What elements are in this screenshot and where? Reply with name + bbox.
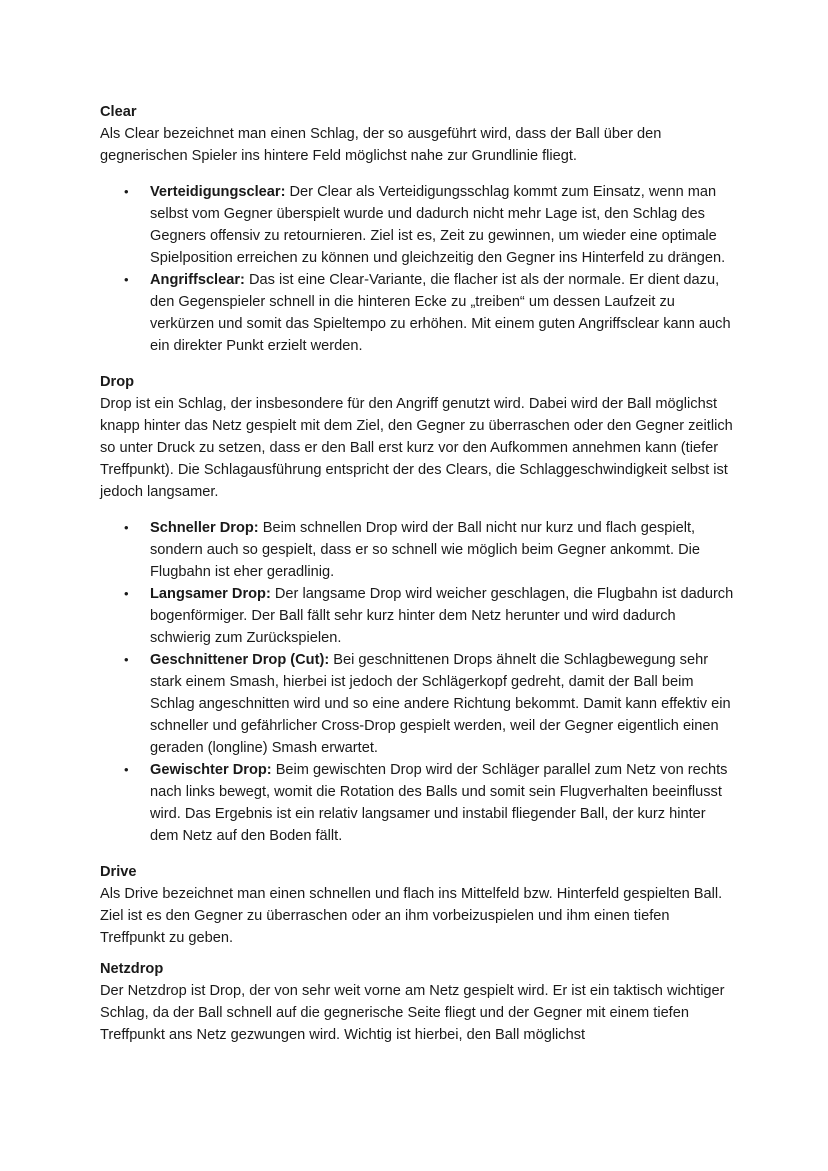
list-item-text: Bei geschnittenen Drops ähnelt die Schlagbewegung sehr stark einem Smash, hierbei ist jedoch der Schlägerkopf gedreht, damit der Ball beim Schlag angeschnitten wird und so eine andere Richtung bekommt. Damit kann effektiv ein schneller und gefährlicher Cross-Drop gespielt werden, weil der Gegner eigentlich einen geraden (longline) Smash erwartet. bbox=[150, 652, 731, 756]
section-paragraph: Der Netzdrop ist Drop, der von sehr weit vorne am Netz gespielt wird. Er ist ein taktisch wichtiger Schlag, da der Ball schnell auf die gegnerische Seite fliegt und der Gegner mit einem tiefen Treffpunkt ans Netz gezwungen wird. Wichtig ist hierbei, den Ball möglichst bbox=[100, 983, 725, 1043]
section-heading: Drive bbox=[100, 864, 137, 880]
section-heading: Drop bbox=[100, 374, 135, 390]
list-item-term: Schneller Drop: bbox=[150, 520, 259, 536]
list-item-text: Beim gewischten Drop wird der Schläger parallel zum Netz von rechts nach links bewegt, womit die Rotation des Balls und somit sein Flugverhalten beeinflusst wird. Das Ergebnis ist ein relativ langsamer und instabil fliegender Ball, der kurz hinter dem Netz auf den Boden fällt. bbox=[150, 762, 728, 844]
list-item bbox=[100, 181, 736, 269]
section-heading: Clear bbox=[100, 104, 137, 120]
list-item bbox=[100, 759, 736, 847]
list-item-text: Beim schnellen Drop wird der Ball nicht nur kurz und flach gespielt, sondern auch so gespielt, dass er so schnell wie möglich beim Gegner ankommt. Die Flugbahn ist eher geradlinig. bbox=[150, 520, 700, 580]
list-item-text: Das ist eine Clear-Variante, die flacher ist als der normale. Er dient dazu, den Gegenspieler schnell in die hinteren Ecke zu „treiben“ um dessen Laufzeit zu verkürzen und somit das Spieltempo zu erhöhen. Mit einem guten Angriffsclear kann auch ein direkter Punkt erzielt werden. bbox=[150, 272, 731, 354]
bullet-list bbox=[100, 181, 736, 357]
bullet-icon: • bbox=[124, 272, 129, 287]
section-drive bbox=[100, 861, 736, 949]
list-item bbox=[100, 517, 736, 583]
section-clear bbox=[100, 101, 736, 357]
list-item bbox=[100, 269, 736, 357]
list-item-term: Angriffsclear: bbox=[150, 272, 245, 288]
bullet-list bbox=[100, 517, 736, 847]
bullet-icon: • bbox=[124, 652, 129, 667]
list-item bbox=[100, 649, 736, 759]
bullet-icon: • bbox=[124, 184, 129, 199]
section-heading: Netzdrop bbox=[100, 961, 164, 977]
section-paragraph: Als Drive bezeichnet man einen schnellen und flach ins Mittelfeld bzw. Hinterfeld gespielten Ball. Ziel ist es den Gegner zu überraschen oder an ihm vorbeizuspielen und ihm einen tiefen Treffpunkt zu geben. bbox=[100, 886, 723, 946]
list-item-text: Der Clear als Verteidigungsschlag kommt zum Einsatz, wenn man selbst vom Gegner überspielt wurde und dadurch nicht mehr Lage ist, den Schlag des Gegners offensiv zu retournieren. Ziel ist es, Zeit zu gewinnen, um wieder eine optimale Spielposition erreichen zu können und gleichzeitig den Gegner ins Hinterfeld zu drängen. bbox=[150, 184, 726, 266]
list-item bbox=[100, 583, 736, 649]
bullet-icon: • bbox=[124, 762, 129, 777]
list-item-term: Gewischter Drop: bbox=[150, 762, 272, 778]
section-paragraph: Drop ist ein Schlag, der insbesondere für den Angriff genutzt wird. Dabei wird der Ball möglichst knapp hinter das Netz gespielt mit dem Ziel, den Gegner zu überraschen oder den Gegner zeitlich so unter Druck zu setzen, dass er den Ball erst kurz vor den Aufkommen annehmen kann (tiefer Treffpunkt). Die Schlagausführung entspricht der des Clears, die Schlaggeschwindigkeit selbst ist jedoch langsamer. bbox=[100, 396, 733, 500]
section-netzdrop bbox=[100, 958, 736, 1046]
list-item-term: Geschnittener Drop (Cut): bbox=[150, 652, 330, 668]
document-page bbox=[100, 101, 736, 1055]
bullet-icon: • bbox=[124, 520, 129, 535]
list-item-text: Der langsame Drop wird weicher geschlagen, die Flugbahn ist dadurch bogenförmiger. Der Ball fällt sehr kurz hinter dem Netz herunter und wird dadurch schwierig zum Zurückspielen. bbox=[150, 586, 734, 646]
section-paragraph: Als Clear bezeichnet man einen Schlag, der so ausgeführt wird, dass der Ball über den gegnerischen Spieler ins hintere Feld möglichst nahe zur Grundlinie fliegt. bbox=[100, 126, 662, 164]
bullet-icon: • bbox=[124, 586, 129, 601]
list-item-term: Verteidigungsclear: bbox=[150, 184, 286, 200]
list-item-term: Langsamer Drop: bbox=[150, 586, 271, 602]
section-drop bbox=[100, 371, 736, 847]
